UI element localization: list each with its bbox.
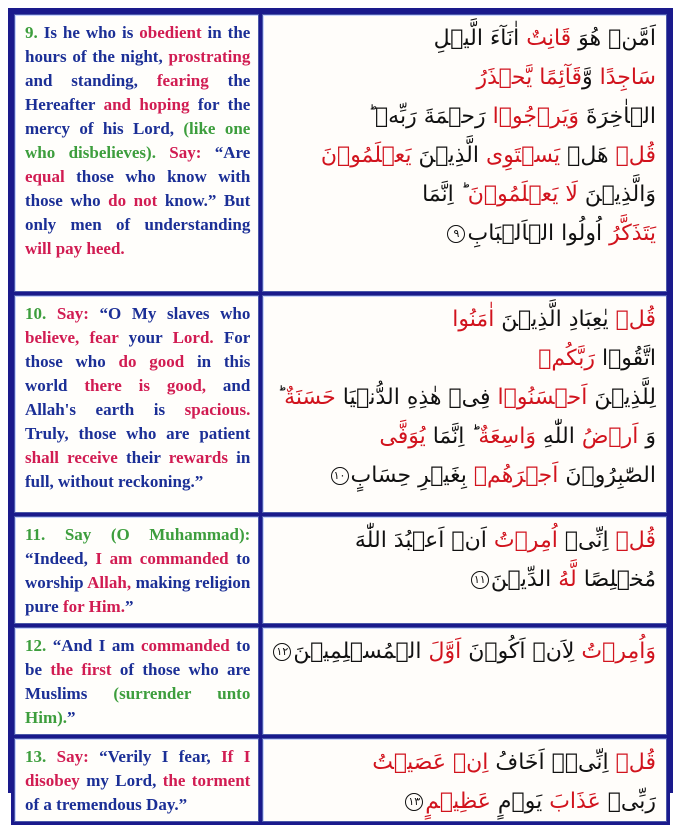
translation-run: for Him. <box>62 597 125 616</box>
arabic-run: يَوۡمٍ <box>490 789 550 814</box>
arabic-run: رَبَّكُمۡ <box>538 346 602 371</box>
translation-run: making religion pure <box>25 573 251 616</box>
translation-run: (surrender unto Him). <box>25 684 251 727</box>
translation-run: Is he who is <box>43 23 140 42</box>
translation-run: 9. <box>25 23 44 42</box>
verse-row-12 <box>14 627 667 735</box>
arabic-run: ؕ <box>277 385 285 410</box>
arabic-run: اَوَّلَ <box>428 639 462 664</box>
translation-run: believe, fear <box>25 328 119 347</box>
translation-run: 13. <box>25 747 57 766</box>
arabic-run: اٰنَآءَ الَّيۡلِ <box>433 26 527 51</box>
arabic-line <box>271 417 656 456</box>
translation-run: the first <box>50 660 112 679</box>
translation-run: of a tremendous Day.” <box>25 795 188 814</box>
arabic-run: يَسۡتَوِى <box>485 143 561 168</box>
arabic-text <box>263 15 666 253</box>
arabic-run: لِاَنۡ اَكُوۡنَ <box>461 639 582 664</box>
arabic-run: اِنۡ عَصَيۡتُ <box>372 750 489 775</box>
arabic-run: وَ <box>638 424 656 449</box>
translation-run: 11. Say (O Muhammad): <box>25 525 251 544</box>
arabic-cell-12 <box>262 627 667 735</box>
arabic-run: هَلۡ <box>560 143 616 168</box>
arabic-run: اٰمَنُوا <box>452 307 495 332</box>
translation-run: Say: <box>56 747 89 766</box>
arabic-run: حَسَنَةٌ <box>284 385 336 410</box>
verse-table <box>11 11 670 825</box>
arabic-line <box>271 782 656 821</box>
arabic-cell-11 <box>262 516 667 624</box>
arabic-run: ؕ اِنَّمَا <box>425 424 479 449</box>
arabic-cell-13 <box>262 738 667 822</box>
verse-row-13 <box>14 738 667 822</box>
arabic-run: وَيَرۡجُوۡا <box>492 104 580 129</box>
translation-run: “Indeed, <box>25 549 96 568</box>
arabic-run: يَتَذَكَّرُ <box>609 221 656 246</box>
translation-text <box>15 517 258 623</box>
verse-number-marker: ١٢ <box>273 643 291 661</box>
translation-run: 10. <box>25 304 57 323</box>
translation-run: your <box>118 328 173 347</box>
translation-run: ” <box>124 597 134 616</box>
arabic-run: وَاسِعَةٌ <box>478 424 536 449</box>
verse-row-11 <box>14 516 667 624</box>
translation-run: their <box>117 448 169 467</box>
translation-run: for the mercy of his Lord, <box>25 95 251 138</box>
translation-run: and standing, <box>25 71 157 90</box>
translation-run: Allah, <box>87 573 132 592</box>
translation-run: “And I am <box>52 636 141 655</box>
translation-text <box>15 739 258 821</box>
translation-run: my Lord, <box>79 771 163 790</box>
arabic-line <box>271 378 656 417</box>
translation-run: equal <box>25 167 65 186</box>
arabic-cell-9 <box>262 14 667 292</box>
arabic-run: الۡمُسۡلِمِيۡنَ <box>293 639 429 664</box>
translation-run: spacious. <box>184 400 251 419</box>
arabic-run: اَمَّنۡ هُوَ <box>571 26 656 51</box>
verse-number-marker: ١٣ <box>405 793 423 811</box>
translation-text <box>15 628 258 734</box>
arabic-run: رَحۡمَةَ رَبِّهٖ ؕ <box>367 104 493 129</box>
translation-text <box>15 296 258 498</box>
arabic-run: يَّحۡذَرُ <box>476 65 540 90</box>
arabic-run: يٰعِبَادِ الَّذِيۡنَ <box>494 307 616 332</box>
arabic-run: اُمِرۡتُ <box>493 528 558 553</box>
verse-number-marker: ١١ <box>471 571 489 589</box>
arabic-run: عَظِيۡمٍ <box>425 789 491 814</box>
arabic-text <box>263 517 666 599</box>
arabic-run: بِغَيۡرِ حِسَابٍ <box>350 463 474 488</box>
translation-run: will pay heed. <box>25 239 125 258</box>
arabic-run: اِنِّىۡ <box>557 528 616 553</box>
arabic-run: يَعۡلَمُوۡنَ <box>320 143 412 168</box>
translation-run: of those who are Muslims <box>25 660 251 703</box>
translation-run: rewards <box>168 448 228 467</box>
translation-run: Truly, those who are patient <box>25 424 251 443</box>
arabic-run: قُلۡ <box>615 528 656 553</box>
arabic-run: لَّهُ <box>558 567 577 592</box>
arabic-line <box>271 175 656 214</box>
arabic-run: الدِّيۡنَ <box>490 567 559 592</box>
translation-run: (like one who disbelieves). <box>25 119 251 162</box>
translation-run: and Allah's earth is <box>25 376 251 419</box>
arabic-run: لَا يَعۡلَمُوۡنَ <box>467 182 578 207</box>
translation-run: shall receive <box>25 448 118 467</box>
translation-run: Say: <box>155 143 202 162</box>
translation-run: to be <box>25 636 251 679</box>
verse-table-frame <box>8 8 673 814</box>
translation-cell-10 <box>14 295 259 513</box>
arabic-run: قُلۡ <box>615 143 656 168</box>
arabic-run: اتَّقُوۡا <box>601 346 656 371</box>
arabic-run: اَرۡضُ <box>581 424 639 449</box>
translation-run: know.” But only men of understanding <box>25 191 251 234</box>
translation-cell-12 <box>14 627 259 735</box>
arabic-line <box>271 97 656 136</box>
arabic-run: اللّٰهِ <box>535 424 582 449</box>
arabic-line <box>271 58 656 97</box>
translation-run: “Are <box>201 143 251 162</box>
verse-number-marker: ١٠ <box>331 467 349 485</box>
translation-run: the torment <box>162 771 251 790</box>
arabic-line <box>271 560 656 599</box>
translation-run: and hoping <box>103 95 190 114</box>
arabic-run: مُخۡلِصًا <box>576 567 656 592</box>
arabic-line <box>271 521 656 560</box>
arabic-run: يُوَفَّى <box>379 424 426 449</box>
arabic-run: الَّذِيۡنَ <box>411 143 486 168</box>
translation-run: commanded <box>140 636 230 655</box>
arabic-text <box>263 739 666 821</box>
arabic-run: قُلۡ <box>615 750 656 775</box>
translation-cell-11 <box>14 516 259 624</box>
arabic-run: وَالَّذِيۡنَ <box>577 182 656 207</box>
arabic-line <box>271 632 656 671</box>
arabic-text <box>263 296 666 495</box>
translation-run: those who know with those who <box>25 167 251 210</box>
arabic-run: الصّٰبِرُوۡنَ <box>558 463 656 488</box>
translation-run: Say: <box>56 304 89 323</box>
translation-run: in full, without reckoning.” <box>25 448 251 491</box>
arabic-run: فِىۡ هٰذِهِ الدُّنۡيَا <box>335 385 498 410</box>
arabic-text <box>263 628 666 671</box>
translation-cell-13 <box>14 738 259 822</box>
arabic-run: قَانِتٌ <box>526 26 572 51</box>
translation-run: do not <box>108 191 158 210</box>
translation-run: in this world <box>25 352 251 395</box>
translation-run: For those who <box>25 328 251 371</box>
verse-row-9 <box>14 14 667 292</box>
arabic-run: اَنۡ اَعۡبُدَ اللّٰهَ <box>354 528 494 553</box>
arabic-run: اِنِّىۡۤ اَخَافُ <box>488 750 616 775</box>
translation-run: “O My slaves who <box>88 304 251 323</box>
translation-run: obedient <box>139 23 202 42</box>
translation-run: “Verily I fear, <box>88 747 222 766</box>
verse-row-10 <box>14 295 667 513</box>
translation-run: to worship <box>25 549 251 592</box>
translation-run: Lord. <box>172 328 214 347</box>
translation-run: there is good, <box>84 376 207 395</box>
arabic-line <box>271 456 656 495</box>
arabic-run: اَحۡسَنُوۡا <box>497 385 588 410</box>
translation-run: fearing <box>156 71 209 90</box>
translation-run: in the hours of the night, <box>25 23 251 66</box>
translation-run: 12. <box>25 636 53 655</box>
arabic-line <box>271 19 656 58</box>
arabic-run: لِلَّذِيۡنَ <box>587 385 656 410</box>
arabic-line <box>271 300 656 339</box>
arabic-line <box>271 136 656 175</box>
translation-run: the Hereafter <box>25 71 251 114</box>
arabic-run: ؕ اِنَّمَا <box>422 182 468 207</box>
arabic-run: عَذَابَ <box>549 789 601 814</box>
arabic-run: قُلۡ <box>615 307 656 332</box>
arabic-run: اَجۡرَهُمۡ <box>473 463 559 488</box>
arabic-line <box>271 743 656 782</box>
arabic-line <box>271 214 656 253</box>
arabic-run: الۡاٰخِرَةَ <box>579 104 656 129</box>
arabic-run: سَاجِدًا <box>599 65 656 90</box>
translation-text <box>15 15 258 265</box>
verse-number-marker: ٩ <box>447 225 465 243</box>
arabic-line <box>271 339 656 378</box>
arabic-cell-10 <box>262 295 667 513</box>
translation-run: I am commanded <box>95 549 229 568</box>
translation-cell-9 <box>14 14 259 292</box>
translation-run: ” <box>67 708 76 727</box>
arabic-run: وَاُمِرۡتُ <box>581 639 656 664</box>
translation-run: do good <box>118 352 185 371</box>
arabic-run: وَّ <box>581 65 600 90</box>
translation-run: If I disobey <box>25 747 251 790</box>
translation-run: prostrating <box>168 47 251 66</box>
arabic-run: قَآئِمًا <box>539 65 582 90</box>
arabic-run: رَبِّىۡ <box>600 789 656 814</box>
arabic-run: اُولُوا الۡاَلۡبَابِ <box>467 221 610 246</box>
